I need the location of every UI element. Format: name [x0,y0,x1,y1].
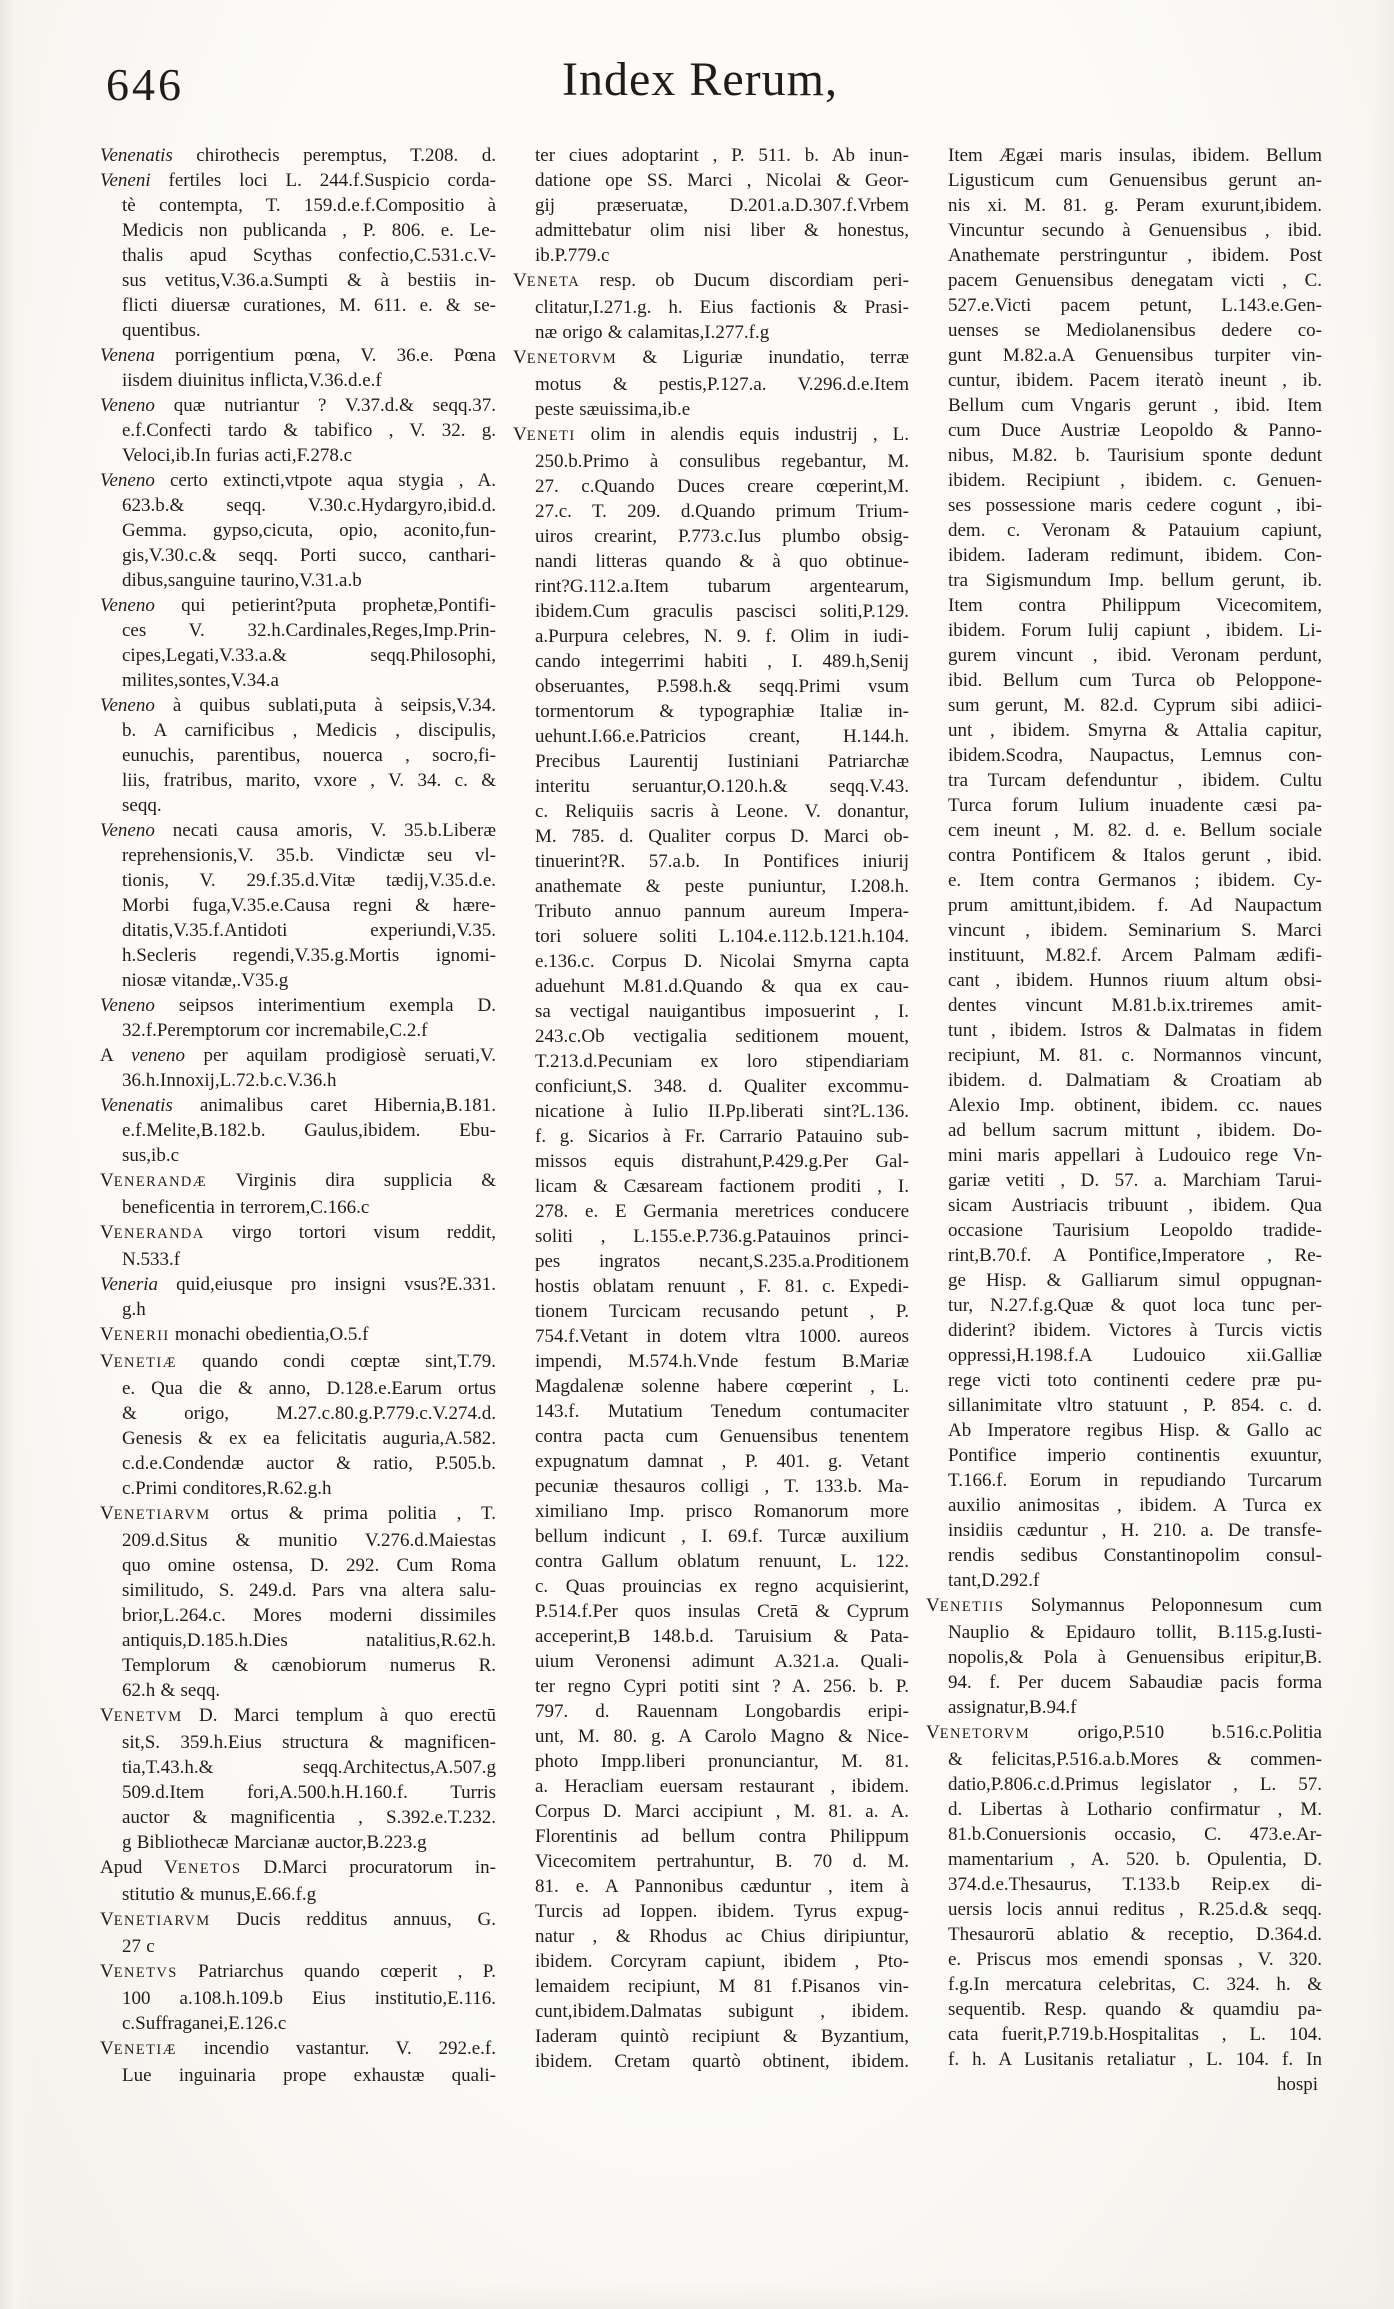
index-line: VENERII monachi obedientia,O.5.f [100,1324,369,1345]
index-entry [100,343,496,393]
index-line: 32.f.Peremptorum cor incremabile,C.2.f [122,1020,428,1041]
index-line: VENETORVM & Liguriæ inundatio, terræ [513,347,909,368]
index-line: stitutio & munus,E.66.f.g [122,1884,317,1905]
entry-headword: VENETOS [163,1857,242,1878]
index-line: Ligusticum cum Genuensibus gerunt an- [948,170,1322,191]
index-line: seqq. [122,795,162,816]
index-line: natur , & Rhodus ac Chius diripiuntur, [535,1926,909,1947]
index-line: gurem vincunt , ibid. Veronam perdunt, [948,645,1322,666]
index-line: tori soluere soliti L.104.e.112.b.121.h.104. [535,926,909,947]
index-line: hostis oblatam renuunt , F. 81. c. Expedi- [535,1276,909,1297]
index-line: mamentarium , A. 520. b. Opulentia, D. [948,1849,1322,1870]
index-line: T.213.d.Pecuniam ex loro stipendiariam [535,1051,909,1072]
entry-headword: Veneno [100,595,155,616]
index-line: ibidem.Scodra, Naupactus, Lemnus con- [948,745,1322,766]
index-line: Lue inguinaria prope exhaustæ quali- [122,2065,496,2086]
index-line: ibid. Bellum cum Turca ob Peloppone- [948,670,1322,691]
index-line: dem. c. Veronam & Patauium capiunt, [948,520,1322,541]
index-line: ib.P.779.c [535,245,610,266]
index-line: niosæ vitandæ,.V35.g [122,970,289,991]
entry-headword: VENETIÆ [100,2038,177,2059]
index-entry-continuation [513,143,909,268]
index-line: vincunt , ibidem. Seminarium S. Marci [948,920,1322,941]
index-line: Iaderam quintò recipiunt & Byzantium, [535,2026,909,2047]
index-line: recipiunt, M. 81. c. Normannos vincunt, [948,1045,1322,1066]
entry-headword: Veneno [100,995,155,1016]
index-line: ibidem. d. Dalmatiam & Croatiam ab [948,1070,1322,1091]
index-line: uium Veronensi adimunt A.321.a. Quali- [535,1651,909,1672]
index-line: quentibus. [122,320,201,341]
entry-headword: VENETIIS [926,1595,1005,1616]
index-entry [100,468,496,593]
index-line: 250.b.Primo à consulibus regebantur, M. [535,451,909,472]
index-line: Ab Imperatore regibus Hisp. & Gallo ac [948,1420,1322,1441]
index-line: næ origo & calamitas,I.277.f.g [535,322,770,343]
index-line: T.166.f. Eorum in repudiando Turcarum [948,1470,1322,1491]
index-column-3 [926,143,1322,2097]
index-line: Veneno necati causa amoris, V. 35.b.Liberæ [100,820,496,841]
index-line: contra pacta cum Genuensibus tenentem [535,1426,909,1447]
index-line: conficiunt,S. 348. d. Qualiter excommu- [535,1076,909,1097]
index-line: thalis apud Scythas confectio,C.531.c.V- [122,245,496,266]
index-line: peste sæuissima,ib.e [535,399,691,420]
index-line: d. Libertas à Lothario confirmatur , M. [948,1799,1322,1820]
entry-headword: Veneno [100,820,155,841]
index-line: 94. f. Per ducem Sabaudiæ pacis forma [948,1672,1322,1693]
index-line: missos equis distrahunt,P.429.g.Per Gal- [535,1151,909,1172]
index-line: reprehensionis,V. 35.b. Vindictæ seu vl- [122,845,496,866]
index-line: ibidem. Iaderam redimunt, ibidem. Con- [948,545,1322,566]
entry-headword: VENETA [513,270,581,291]
index-line: datio,P.806.c.d.Primus legislator , L. 57. [948,1774,1322,1795]
entry-headword: Veneno [100,470,155,491]
entry-headword: veneno [131,1045,185,1066]
index-line: interitu seruantur,O.120.h.& seqq.V.43. [535,776,909,797]
index-line: sit,S. 359.h.Eius structura & magnificen- [122,1732,496,1753]
index-line: nicatione à Iulio II.Pp.liberati sint?L.136. [535,1101,909,1122]
index-line: VENETORVM origo,P.510 b.516.c.Politia [926,1722,1322,1743]
index-entry [100,143,496,168]
index-line: rendis sedibus Constantinopolim consul- [948,1545,1322,1566]
index-line: tra Sigismundum Imp. bellum gerunt, ib. [948,570,1322,591]
index-line: diderint? ibidem. Victores à Turcis victis [948,1320,1322,1341]
index-line: ad bellum sacrum mittunt , ibidem. Do- [948,1120,1322,1141]
index-line: VENETIARVM ortus & prima politia , T. [100,1503,496,1524]
index-line: Veneni fertiles loci L. 244.f.Suspicio corda- [100,170,496,191]
index-line: Turcis ad Ioppen. ibidem. Tyrus expug- [535,1901,909,1922]
index-line: tè contempta, T. 159.d.e.f.Compositio à [122,195,496,216]
index-line: Veneno seipsos interimentium exempla D. [100,995,496,1016]
index-line: VENETA resp. ob Ducum discordiam peri- [513,270,909,291]
index-line: 27 c [122,1936,155,1957]
index-line: ge Hisp. & Galliarum simul oppugnan- [948,1270,1322,1291]
index-line: cunt,ibidem.Dalmatas subigunt , ibidem. [535,2001,909,2022]
index-line: cata fuerit,P.719.b.Hospitalitas , L. 104. [948,2024,1322,2045]
entry-headword: VENETVM [100,1705,183,1726]
entry-headword: Venenatis [100,145,173,166]
index-line: sillanimitate vltro statuunt , P. 854. c. d. [948,1395,1322,1416]
index-entry [100,593,496,693]
index-entry [513,345,909,422]
page-title: Index Rerum, [562,53,838,106]
index-line: cum Duce Austriæ Leopoldo & Panno- [948,420,1322,441]
index-line: motus & pestis,P.127.a. V.296.d.e.Item [535,374,909,395]
index-line: contra Pontificem & Italos gerunt , ibid. [948,845,1322,866]
index-line: Veneno qui petierint?puta prophetæ,Pontifi- [100,595,496,616]
index-line: e. Qua die & anno, D.128.e.Earum ortus [122,1378,496,1399]
index-line: Nauplio & Epidauro tollit, B.115.g.Iusti- [948,1622,1322,1643]
index-line: Medicis non publicanda , P. 806. e. Le- [122,220,496,241]
index-line: rint?G.112.a.Item tubarum argentearum, [535,576,909,597]
index-line: ibidem. Corcyram capiunt, ibidem , Pto- [535,1951,909,1972]
index-line: nandi litteras quando & à quo obtinue- [535,551,909,572]
index-line: VENETIIS Solymannus Peloponnesum cum [926,1595,1322,1616]
index-line: Turca forum Iulium inuadente cæsi pa- [948,795,1322,816]
index-line: Veloci,ib.In furias acti,F.278.c [122,445,353,466]
index-line: f. h. A Lusitanis retaliatur , L. 104. f. In [948,2049,1322,2070]
index-line: e. Item contra Germanos ; ibidem. Cy- [948,870,1322,891]
page-number: 646 [106,59,184,110]
index-line: 27. c.Quando Duces creare cœperint,M. [535,476,909,497]
index-line: ter regno Cypri potiti sint ? A. 256. b. P. [535,1676,909,1697]
index-line: b. A carnificibus , Medicis , discipulis, [122,720,496,741]
index-line: Magdalenæ solenne habere cœperint , L. [535,1376,909,1397]
index-line: gariæ vetiti , D. 57. a. Marchiam Tarui- [948,1170,1322,1191]
index-column-2 [513,143,909,2097]
index-line: c.d.e.Condendæ auctor & ratio, P.505.b. [122,1453,496,1474]
index-line: 81.b.Conuersionis occasio, C. 473.e.Ar- [948,1824,1322,1845]
index-line: Precibus Laurentij Iustiniani Patriarchæ [535,751,909,772]
index-entry [100,168,496,343]
index-line: licam & Cæsaream factionem proditi , I. [535,1176,909,1197]
index-line: ditatis,V.35.f.Antidoti experiundi,V.35. [122,920,496,941]
index-line: a.Purpura celebres, N. 9. f. Olim in iudi- [535,626,909,647]
index-line: acceperint,B 148.b.d. Taruisium & Pata- [535,1626,909,1647]
index-line: e.f.Confecti tardo & tabifico , V. 32. g. [122,420,496,441]
index-line: a. Heracliam euersam restaurant , ibidem. [535,1776,909,1797]
index-line: & origo, M.27.c.80.g.P.779.c.V.274.d. [122,1403,496,1424]
index-line: Alexio Imp. obtinent, ibidem. cc. naues [948,1095,1322,1116]
index-line: instituunt, M.82.f. Arcem Palmam ædifi- [948,945,1322,966]
index-entry [100,393,496,468]
index-line: mini maris appellari à Ludouico rege Vn- [948,1145,1322,1166]
index-line: photo Impp.liberi pronunciantur, M. 81. [535,1751,909,1772]
index-line: Item Ægæi maris insulas, ibidem. Bellum [948,145,1322,166]
index-line: beneficentia in terrorem,C.166.c [122,1197,370,1218]
index-entry [100,1349,496,1501]
index-line: ximiliano Imp. prisco Romanorum more [535,1501,909,1522]
index-line: Anathemate perstringuntur , ibidem. Post [948,245,1322,266]
index-entry [100,1168,496,1220]
index-line: P.514.f.Per quos insulas Cretā & Cyprum [535,1601,909,1622]
index-line: auctor & magnificentia , S.392.e.T.232. [122,1807,496,1828]
index-line: Veneria quid,eiusque pro insigni vsus?E.331. [100,1274,496,1295]
index-line: clitatur,I.271.g. h. Eius factionis & Prasi- [535,297,909,318]
index-line: quo omine ostensa, D. 292. Cum Roma [122,1555,496,1576]
index-entry [513,268,909,345]
index-line: uenses se Mediolanensibus dedere co- [948,320,1322,341]
index-line: Florentinis ad bellum contra Philippum [535,1826,909,1847]
index-entry [926,1720,1322,2072]
index-line: occasione Taurisium Leopoldo tradide- [948,1220,1322,1241]
index-entry [100,1855,496,1907]
index-line: 527.e.Victi pacem petunt, L.143.e.Gen- [948,295,1322,316]
index-line: ter ciues adoptarint , P. 511. b. Ab inun- [535,145,909,166]
index-line: expugnatum damnat , P. 401. g. Vetant [535,1451,909,1472]
index-line: g.h [122,1299,146,1320]
index-line: 797. d. Rauennam Longobardis eripi- [535,1701,909,1722]
index-line: cant , ibidem. Hunnos riuum altum obsi- [948,970,1322,991]
index-line: Thesaurorū ablatio & receptio, D.364.d. [948,1924,1322,1945]
index-entry [100,693,496,818]
index-line: N.533.f [122,1249,181,1270]
index-entry [100,1272,496,1322]
index-line: gis,V.30.c.& seqq. Porti succo, canthari- [122,545,496,566]
index-line: e.f.Melite,B.182.b. Gaulus,ibidem. Ebu- [122,1120,496,1141]
index-line: VENETIÆ quando condi cœptæ sint,T.79. [100,1351,496,1372]
index-line: Vicecomitem pertrahuntur, B. 70 d. M. [535,1851,909,1872]
index-line: Apud VENETOS D.Marci procuratorum in- [100,1857,496,1878]
index-line: auxilio animositas , ibidem. A Turca ex [948,1495,1322,1516]
index-line: tra Turcam defenduntur , ibidem. Cultu [948,770,1322,791]
index-line: brior,L.264.c. Mores moderni dissimiles [122,1605,496,1626]
index-line: Gemma. gypso,cicuta, opio, aconito,fun- [122,520,496,541]
index-line: f. g. Sicarios à Fr. Carrario Patauino sub- [535,1126,909,1147]
index-line: dibus,sanguine taurino,V.31.a.b [122,570,362,591]
index-line: ses possessione maris cedere cogunt , ibi- [948,495,1322,516]
index-line: sum gerunt, M. 82.d. Cyprum sibi adiici- [948,695,1322,716]
index-line: Bellum cum Vngaris gerunt , ibid. Item [948,395,1322,416]
index-line: uiros crearint, P.773.c.Ius plumbo obsig- [535,526,909,547]
index-line: tionem Turcicam recusando petunt , P. [535,1301,909,1322]
index-line: cuntur, ibidem. Pacem iteratò ineunt , ib. [948,370,1322,391]
index-line: sicam Austriacis tribuunt , ibidem. Qua [948,1195,1322,1216]
index-entry [100,1043,496,1093]
index-line: 243.c.Ob vectigalia seditionem mouent, [535,1026,909,1047]
index-line: pecuniæ thesauros colligi , T. 133.b. Ma- [535,1476,909,1497]
index-line: aduehunt M.81.d.Quando & qua ex cau- [535,976,909,997]
index-entry [926,1593,1322,1720]
index-line: VENETI olim in alendis equis industrij , L. [513,424,909,445]
index-line: unt , ibidem. Smyrna & Attalia capitur, [948,720,1322,741]
index-entry [100,1703,496,1855]
entry-headword: VENERII [100,1324,170,1345]
index-line: bellum indicunt , I. 69.f. Turcæ auxilium [535,1526,909,1547]
index-line: cando integerrimi habiti , I. 489.h,Senij [535,651,909,672]
index-entry [100,818,496,993]
index-line: 36.h.Innoxij,L.72.b.c.V.36.h [122,1070,337,1091]
index-line: insidiis cæduntur , H. 210. a. De transfe- [948,1520,1322,1541]
index-line: assignatur,B.94.f [948,1697,1077,1718]
index-line: VENETVM D. Marci templum à quo erectū [100,1705,496,1726]
index-line: tunt , ibidem. Istros & Dalmatas in fidem [948,1020,1322,1041]
index-line: Veneno quæ nutriantur ? V.37.d.& seqq.37. [100,395,496,416]
index-line: tinuerint?R. 57.a.b. In Pontifices iniurij [535,851,909,872]
index-line: cem ineunt , M. 82. d. e. Bellum sociale [948,820,1322,841]
index-line: ibidem.Cum graculis pascisci soliti,P.129. [535,601,909,622]
index-line: lemaidem recipiunt, M 81 f.Pisanos vin- [535,1976,909,1997]
index-line: eunuchis, parentibus, nouerca , socro,fi- [122,745,496,766]
index-line: anathemate & peste puniuntur, I.208.h. [535,876,909,897]
index-line: Genesis & ex ea felicitatis auguria,A.582. [122,1428,496,1449]
entry-headword: Veneni [100,170,151,191]
index-entry [100,1907,496,1959]
index-line: ces V. 32.h.Cardinales,Reges,Imp.Prin- [122,620,496,641]
index-line: unt, M. 80. g. A Carolo Magno & Nice- [535,1726,909,1747]
index-line: ibidem. Cretam quartò obtinent, ibidem. [535,2051,909,2072]
index-entry [100,1093,496,1168]
entry-headword: VENETORVM [926,1722,1031,1743]
catchword: hospi [1276,2074,1318,2095]
index-line: prum amittunt,ibidem. f. Ad Naupactum [948,895,1322,916]
index-entry [100,1959,496,2036]
index-line: gij præseruatæ, D.201.a.D.307.f.Vrbem [535,195,909,216]
entry-headword: Venena [100,345,155,366]
entry-headword: VENERANDA [100,1222,205,1243]
index-line: 209.d.Situs & munitio V.276.d.Maiestas [122,1530,496,1551]
index-line: soliti , L.155.e.P.736.g.Patauinos princi- [535,1226,909,1247]
index-line: M. 785. d. Qualiter corpus D. Marci ob- [535,826,909,847]
index-line: Morbi fuga,V.35.e.Causa regni & hære- [122,895,496,916]
index-line: tormentorum & typographiæ Italiæ in- [535,701,909,722]
index-line: sus vetitus,V.36.a.Sumpti & à bestiis in- [122,270,496,291]
index-column-1 [100,143,496,2097]
index-line: A veneno per aquilam prodigiosè seruati,V. [100,1045,496,1066]
index-entry [100,1220,496,1272]
index-line: uehunt.I.66.e.Patricios creant, H.144.h. [535,726,909,747]
index-line: sus,ib.c [122,1145,179,1166]
index-line: flicti diuersæ curationes, M. 611. e. & se- [122,295,496,316]
index-line: VENETIARVM Ducis redditus annuus, G. [100,1909,496,1930]
index-line: 623.b.& seqq. V.30.c.Hydargyro,ibid.d. [122,495,496,516]
index-line: 27.c. T. 209. d.Quando primum Trium- [535,501,909,522]
entry-headword: VENETI [513,424,576,445]
index-line: similitudo, S. 249.d. Pars vna altera salu- [122,1580,496,1601]
index-line: 81. e. A Pannonibus cæduntur , item à [535,1876,909,1897]
entry-headword: VENETORVM [513,347,618,368]
index-line: pacem Genuensibus denegatam victi , C. [948,270,1322,291]
index-line: impendi, M.574.h.Vnde festum B.Mariæ [535,1351,909,1372]
index-line: e. Priscus mos emendi sponsas , V. 320. [948,1949,1322,1970]
entry-headword: Veneno [100,695,155,716]
index-line: Item contra Philippum Vicecomitem, [948,595,1322,616]
index-line: cipes,Legati,V.33.a.& seqq.Philosophi, [122,645,496,666]
entry-headword: VENETIARVM [100,1909,211,1930]
index-line: VENERANDÆ Virginis dira supplicia & [100,1170,496,1191]
entry-headword: VENERANDÆ [100,1170,208,1191]
index-line: nis xi. M. 81. g. Peram exurunt,ibidem. [948,195,1322,216]
index-line: h.Secleris regendi,V.35.g.Mortis ignomi- [122,945,496,966]
index-line: 374.d.e.Thesaurus, T.133.b Reip.ex di- [948,1874,1322,1895]
index-line: 143.f. Mutatium Tenedum contumaciter [535,1401,909,1422]
index-entry [100,1322,496,1349]
index-line: admittebatur olim nisi liber & honestus, [535,220,909,241]
index-entry [100,1501,496,1703]
index-line: g Bibliothecæ Marcianæ auctor,B.223.g [122,1832,427,1853]
index-line: rege victi toto continenti cedere præ pu- [948,1370,1322,1391]
index-line: iisdem diuinitus inflicta,V.36.d.e.f [122,370,382,391]
index-line: Veneno à quibus sublati,puta à seipsis,V.34. [100,695,496,716]
index-entry [513,422,909,2074]
index-line: c. Reliquiis sacris à Leone. V. donantur, [535,801,909,822]
index-line: gunt M.82.a.A Genuensibus turpiter vin- [948,345,1322,366]
index-columns [100,143,1322,2097]
index-line: Templorum & cænobiorum numerus R. [122,1655,496,1676]
index-entry-continuation [926,143,1322,1593]
index-line: c.Suffraganei,E.126.c [122,2013,287,2034]
entry-headword: Veneria [100,1274,159,1295]
index-line: Venena porrigentium pœna, V. 36.e. Pœna [100,345,496,366]
index-line: antiquis,D.185.h.Dies natalitius,R.62.h. [122,1630,496,1651]
index-line: c.Primi conditores,R.62.g.h [122,1478,332,1499]
index-line: f.g.In mercatura celebritas, C. 324. h. & [948,1974,1322,1995]
index-line: tia,T.43.h.& seqq.Architectus,A.507.g [122,1757,496,1778]
index-line: Pontifice imperio continentis exuuntur, [948,1445,1322,1466]
index-line: liis, fratribus, marito, vxore , V. 34. c. & [122,770,496,791]
index-line: sa vectigal nauigantibus imposuerint , I. [535,1001,909,1022]
index-line: nibus, M.82. b. Taurisium sponte dedunt [948,445,1322,466]
index-line: & felicitas,P.516.a.b.Mores & commen- [948,1749,1322,1770]
index-line: Venenatis animalibus caret Hibernia,B.181. [100,1095,496,1116]
index-line: 278. e. E Germania meretrices conducere [535,1201,909,1222]
index-line: Veneno certo extincti,vtpote aqua stygia , A. [100,470,496,491]
index-line: c. Quas prouincias ex regno acquisierint, [535,1576,909,1597]
index-line: oppressi,H.198.f.A Ludouico xii.Galliæ [948,1345,1322,1366]
index-line: obseruantes, P.598.h.& seqq.Primi vsum [535,676,909,697]
index-line: Tributo annuo pannum aureum Impera- [535,901,909,922]
index-line: 754.f.Vetant in dotem vltra 1000. aureos [535,1326,909,1347]
entry-headword: VENETIARVM [100,1503,211,1524]
index-line: sequentib. Resp. quando & quamdiu pa- [948,1999,1322,2020]
index-line: Corpus D. Marci accipiunt , M. 81. a. A. [535,1801,909,1822]
entry-headword: Venenatis [100,1095,173,1116]
index-line: Venenatis chirothecis peremptus, T.208. d. [100,145,496,166]
index-line: VENETIÆ incendio vastantur. V. 292.e.f. [100,2038,496,2059]
index-line: e.136.c. Corpus D. Nicolai Smyrna capta [535,951,909,972]
index-line: 100 a.108.h.109.b Eius institutio,E.116. [122,1988,496,2009]
index-line: VENETVS Patriarchus quando cœperit , P. [100,1961,496,1982]
entry-headword: VENETVS [100,1961,178,1982]
index-line: nopolis,& Pola à Genuensibus eripitur,B. [948,1647,1322,1668]
index-line: tionis, V. 29.f.35.d.Vitæ tædij,V.35.d.e. [122,870,496,891]
index-line: uersis locis annui reditus , R.25.d.& seqq. [948,1899,1322,1920]
index-line: ibidem. Forum Iulij capiunt , ibidem. Li- [948,620,1322,641]
index-entry [100,2036,496,2088]
index-line: ibidem. Recipiunt , ibidem. c. Genuen- [948,470,1322,491]
index-line: 509.d.Item fori,A.500.h.H.160.f. Turris [122,1782,496,1803]
index-line: dentes vincunt M.81.b.ix.triremes amit- [948,995,1322,1016]
index-line: rint,B.70.f. A Pontifice,Imperatore , Re- [948,1245,1322,1266]
index-entry [100,993,496,1043]
entry-headword: VENETIÆ [100,1351,177,1372]
index-line: 62.h & seqq. [122,1680,221,1701]
index-line: VENERANDA virgo tortori visum reddit, [100,1222,496,1243]
index-line: Vincuntur secundo à Genuensibus , ibid. [948,220,1322,241]
index-line: contra Gallum oblatum renuunt, L. 122. [535,1551,909,1572]
index-line: milites,sontes,V.34.a [122,670,279,691]
index-line: pes ingratos necant,S.235.a.Proditionem [535,1251,909,1272]
index-line: tant,D.292.f [948,1570,1040,1591]
index-line: tur, N.27.f.g.Quæ & quot loca tunc per- [948,1295,1322,1316]
index-line: datione ope SS. Marci , Nicolai & Geor- [535,170,909,191]
entry-headword: Veneno [100,395,155,416]
